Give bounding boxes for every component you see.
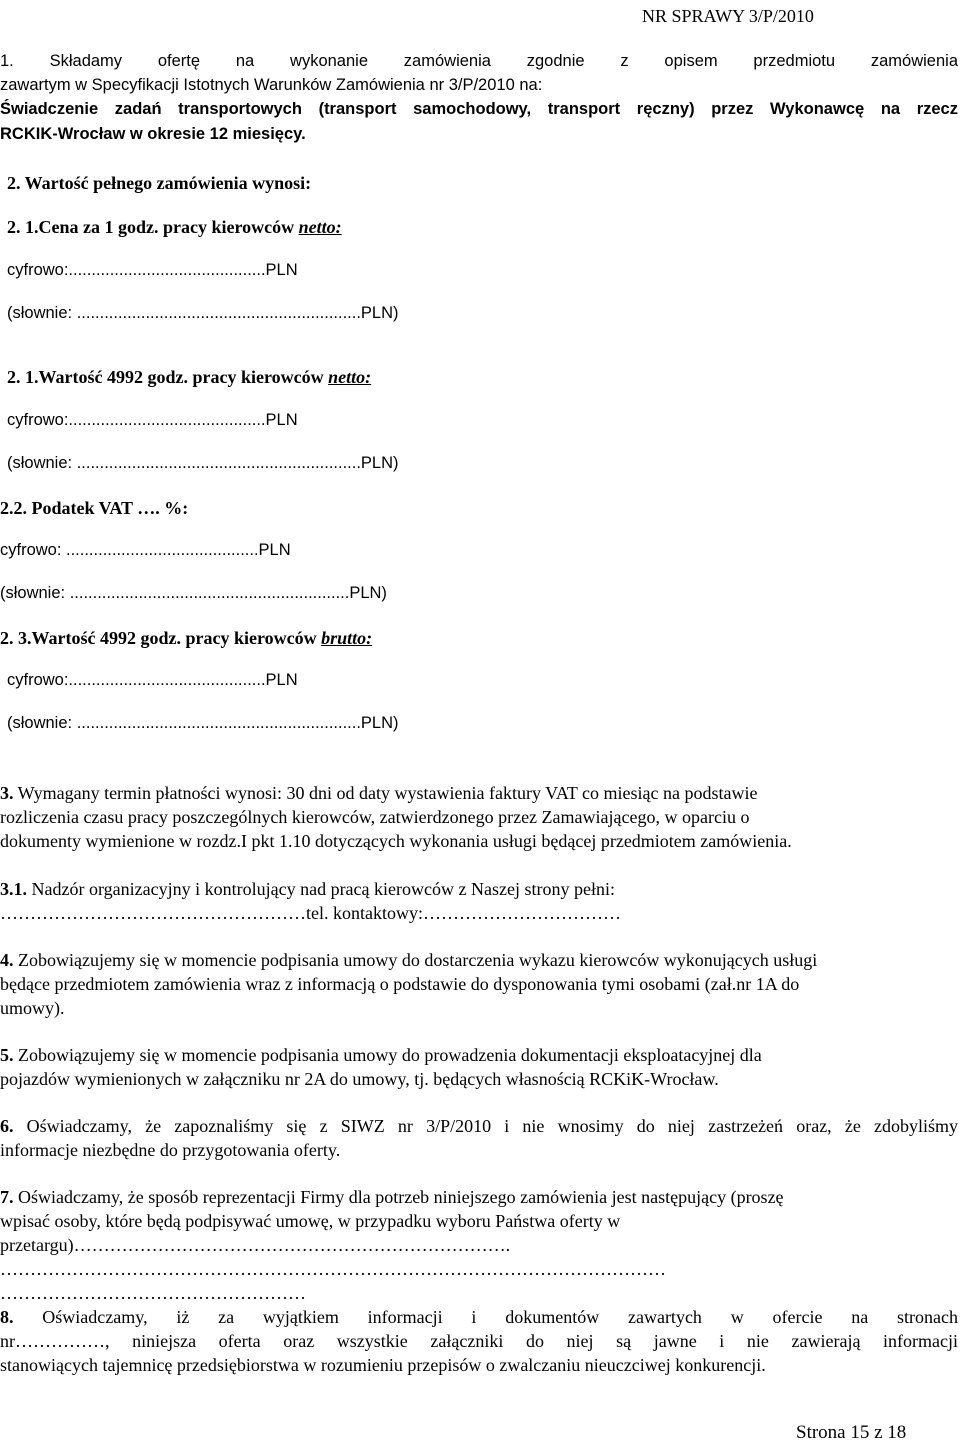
section-4-line-3: umowy). bbox=[0, 998, 65, 1018]
section-3-line-2: rozliczenia czasu pracy poszczególnych kierowców, zatwierdzonego przez Zamawiającego, w oparciu o bbox=[0, 807, 750, 827]
case-number: NR SPRAWY 3/P/2010 bbox=[642, 6, 814, 26]
section-8-line-1 bbox=[0, 1306, 958, 1328]
page-number: Strona 15 z 18 bbox=[796, 1422, 907, 1443]
section-2-2-cyfrowo: cyfrowo:...........................................PLN bbox=[7, 411, 298, 429]
section-2-vat-slownie: (słownie: .............................................................PLN) bbox=[0, 584, 387, 602]
section-6-line-2: informacje niezbędne do przygotowania oferty. bbox=[0, 1140, 341, 1160]
section-4-number: 4. bbox=[0, 950, 14, 970]
section-7-line-2: wpisać osoby, które będą podpisywać umowę, w przypadku wyboru Państwa oferty w bbox=[0, 1211, 621, 1231]
section-2-3-number: 2. 3. bbox=[0, 628, 32, 648]
section-6-text-1: Oświadczamy, że zapoznaliśmy się z SIWZ nr 3/P/2010 i nie wnosimy do niej zastrzeżeń oraz, że zdobyliśmy bbox=[13, 1116, 958, 1136]
section-7-line-3: przetargu)………………………………………………………………. bbox=[0, 1235, 511, 1255]
intro-number: 1. bbox=[0, 52, 14, 70]
section-2-2-label: Wartość 4992 godz. pracy kierowców bbox=[38, 367, 329, 387]
intro-text-1: Składamy ofertę na wykonanie zamówienia zgodnie z opisem przedmiotu zamówienia bbox=[49, 52, 958, 70]
section-2-2-heading bbox=[7, 366, 371, 388]
section-6-number: 6. bbox=[0, 1116, 14, 1136]
section-7-line-5: …………………………………………… bbox=[0, 1283, 306, 1303]
section-2-3-brutto: brutto: bbox=[321, 628, 373, 648]
section-5-text-1: Zobowiązujemy się w momencie podpisania umowy do prowadzenia dokumentacji eksploatacyjnej dla bbox=[13, 1045, 762, 1065]
section-2-2-number: 2. 1. bbox=[7, 367, 39, 387]
section-8-text-1: Oświadczamy, iż za wyjątkiem informacji i dokumentów zawartych w ofercie na stronach bbox=[13, 1307, 958, 1327]
section-3-1-contact-line: ……………………………………………tel. kontaktowy:…………………………… bbox=[0, 903, 621, 923]
section-3-line-1 bbox=[0, 782, 757, 804]
section-2-1-slownie: (słownie: ..............................................................PLN) bbox=[7, 304, 399, 322]
section-3-1-line-1 bbox=[0, 878, 615, 900]
section-2-heading: 2. Wartość pełnego zamówienia wynosi: bbox=[7, 173, 312, 193]
intro-line-2: zawartym w Specyfikacji Istotnych Warunków Zamówienia nr 3/P/2010 na: bbox=[0, 76, 543, 94]
section-2-2-slownie: (słownie: ..............................................................PLN) bbox=[7, 454, 399, 472]
section-7-number: 7. bbox=[0, 1187, 14, 1207]
section-6-line-1 bbox=[0, 1115, 958, 1137]
section-2-vat-cyfrowo: cyfrowo: ..........................................PLN bbox=[0, 541, 291, 559]
section-3-text-1: Wymagany termin płatności wynosi: 30 dni od daty wystawienia faktury VAT co miesiąc na podstawie bbox=[13, 783, 758, 803]
section-3-number: 3. bbox=[0, 783, 14, 803]
section-3-1-number: 3.1. bbox=[0, 879, 27, 899]
intro-line-4: RCKIK-Wrocław w okresie 12 miesięcy. bbox=[0, 125, 306, 143]
section-2-1-cyfrowo: cyfrowo:...........................................PLN bbox=[7, 261, 298, 279]
section-8-number: 8. bbox=[0, 1307, 14, 1327]
section-4-line-1 bbox=[0, 949, 817, 971]
section-2-3-label: Wartość 4992 godz. pracy kierowców bbox=[31, 628, 322, 648]
section-8-line-2: nr……………, niniejsza oferta oraz wszystkie załączniki do niej są jawne i nie zawierają informacji bbox=[0, 1331, 958, 1351]
section-5-line-2: pojazdów wymienionych w załączniku nr 2A do umowy, tj. będących własnością RCKiK-Wrocław. bbox=[0, 1069, 719, 1089]
intro-line-1 bbox=[0, 50, 958, 72]
section-5-line-1 bbox=[0, 1044, 762, 1066]
section-7-line-4: ………………………………………………………………………………………………… bbox=[0, 1259, 666, 1279]
section-2-1-number: 2. 1. bbox=[7, 217, 39, 237]
section-2-3-slownie: (słownie: ..............................................................PLN) bbox=[7, 714, 399, 732]
section-2-3-cyfrowo: cyfrowo:...........................................PLN bbox=[7, 671, 298, 689]
section-4-line-2: będące przedmiotem zamówienia wraz z informacją o podstawie do dysponowania tymi osobami (zał.nr 1A do bbox=[0, 974, 800, 994]
section-2-1-heading bbox=[7, 216, 342, 238]
section-3-line-3: dokumenty wymienione w rozdz.I pkt 1.10 dotyczących wykonania usługi będącej przedmiotem zamówienia. bbox=[0, 831, 792, 851]
section-2-vat-heading: 2.2. Podatek VAT …. %: bbox=[0, 498, 189, 518]
section-2-3-heading bbox=[0, 627, 372, 649]
section-7-text-1: Oświadczamy, że sposób reprezentacji Firmy dla potrzeb niniejszego zamówienia jest następujący (proszę bbox=[13, 1187, 784, 1207]
section-7-line-1 bbox=[0, 1186, 784, 1208]
section-2-1-netto: netto: bbox=[298, 217, 342, 237]
section-4-text-1: Zobowiązujemy się w momencie podpisania umowy do dostarczenia wykazu kierowców wykonujących usługi bbox=[13, 950, 818, 970]
section-5-number: 5. bbox=[0, 1045, 14, 1065]
section-8-line-3: stanowiących tajemnicę przedsiębiorstwa w rozumieniu przepisów o zwalczaniu nieuczciwej konkurencji. bbox=[0, 1355, 766, 1375]
intro-line-3: Świadczenie zadań transportowych (transport samochodowy, transport ręczny) przez Wykonawcę na rzecz bbox=[0, 100, 958, 118]
section-3-1-text: Nadzór organizacyjny i kontrolujący nad pracą kierowców z Naszej strony pełni: bbox=[27, 879, 615, 899]
section-2-2-netto: netto: bbox=[328, 367, 372, 387]
section-2-1-label: Cena za 1 godz. pracy kierowców bbox=[38, 217, 299, 237]
